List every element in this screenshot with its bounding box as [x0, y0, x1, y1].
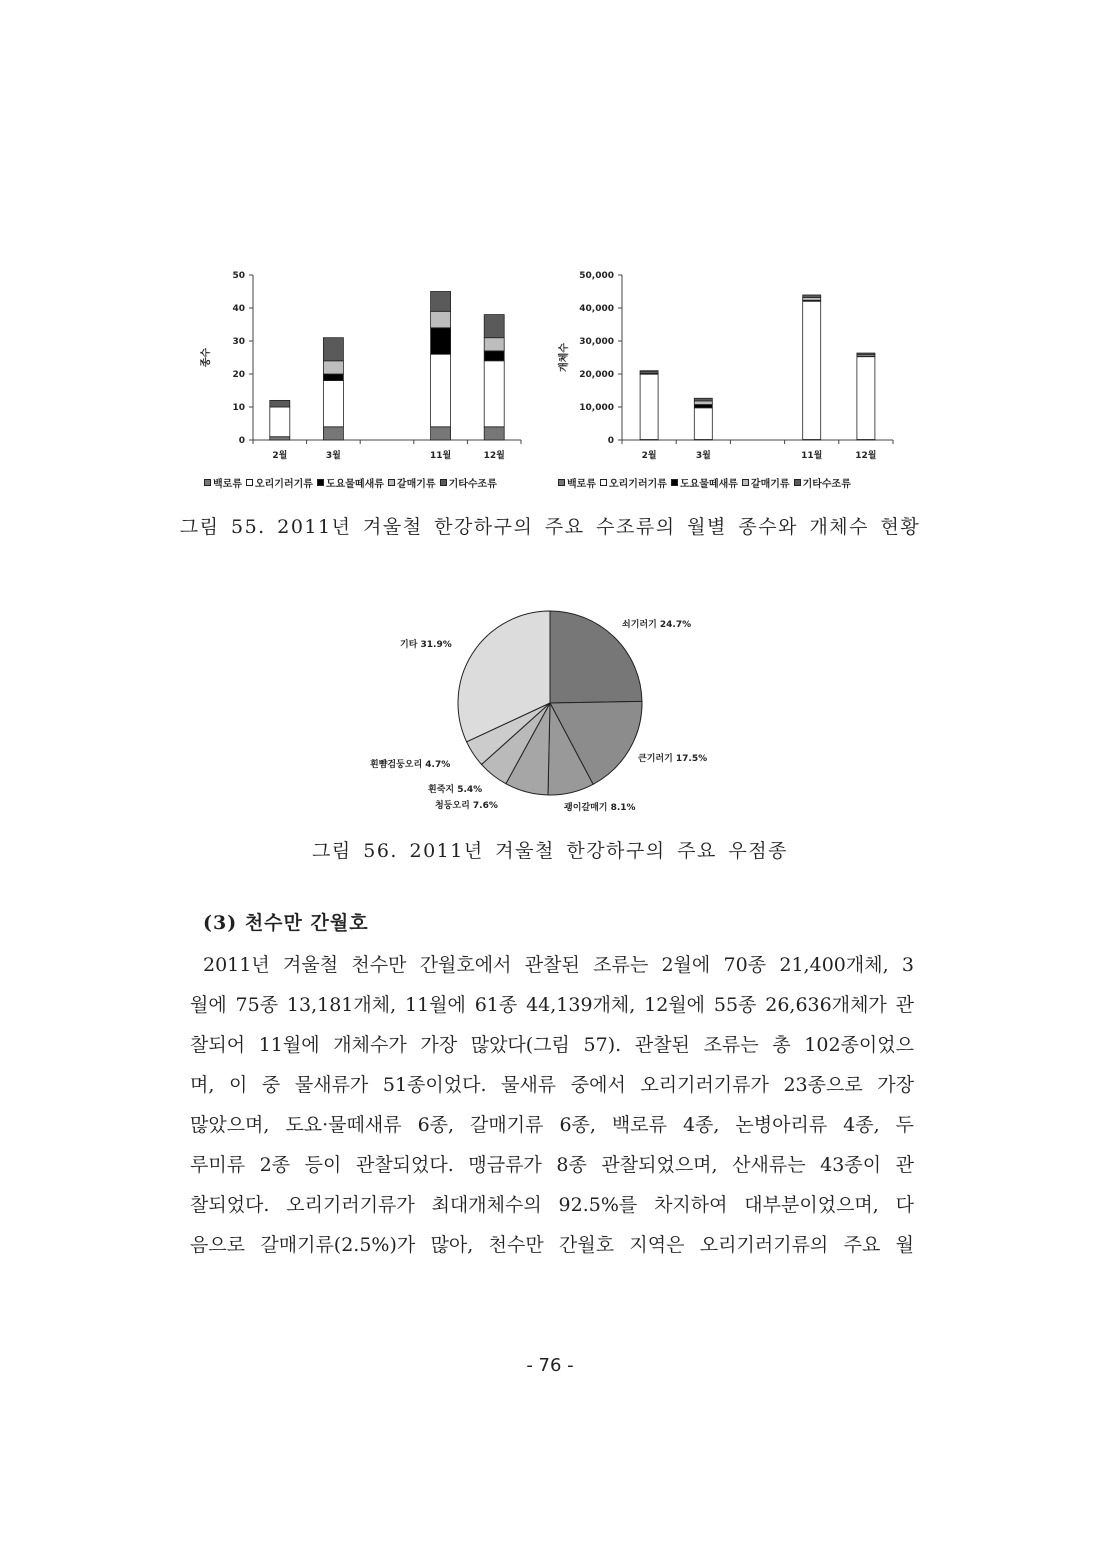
- x-tick-label: 12월: [483, 451, 505, 461]
- bar-segment: [431, 427, 451, 440]
- bar-segment: [431, 328, 451, 354]
- bar-segment: [323, 427, 343, 440]
- bar-segment: [694, 405, 712, 408]
- legend-entry: [671, 475, 738, 490]
- legend-label: 갈매기류: [396, 479, 436, 490]
- y-tick-label: 40,000: [579, 304, 614, 314]
- figure-56-caption: 그림 56. 2011년 겨울철 한강하구의 주요 우점종: [312, 840, 788, 862]
- legend-entry: [204, 475, 242, 490]
- bar-segment: [803, 295, 821, 298]
- x-tick-label: 3월: [695, 451, 711, 461]
- bar-segment: [484, 351, 504, 361]
- legend-label: 오리기러기류: [608, 479, 667, 490]
- y-tick-label: 50: [232, 271, 245, 281]
- bar-segment: [484, 315, 504, 338]
- y-tick-label: 30,000: [579, 337, 614, 347]
- y-tick-label: 40: [232, 304, 245, 314]
- y-tick-label: 30: [232, 337, 245, 347]
- x-tick-label: 3월: [325, 451, 341, 461]
- species-chart-legend: [204, 475, 497, 490]
- body-line: 많았으며, 도요·물떼새류 6종, 갈매기류 6종, 백로류 4종, 논병아리류 4종, 두: [190, 1114, 914, 1136]
- legend-entry: [440, 475, 497, 490]
- pie-slice-label: 흰뺨검둥오리 4.7%: [370, 760, 451, 770]
- legend-label: 도요물떼새류: [325, 479, 384, 490]
- body-line: 월에 75종 13,181개체, 11월에 61종 44,139개체, 12월에 55종 26,636개체가 관: [190, 994, 914, 1016]
- bar-segment: [323, 381, 343, 427]
- legend-swatch: [317, 479, 324, 486]
- bar-segment: [857, 353, 875, 354]
- individual-y-axis-title: 개체수: [559, 343, 570, 372]
- pie-slice-label: 쇠기러기 24.7%: [622, 620, 692, 630]
- x-tick-label: 2월: [272, 451, 288, 461]
- bar-segment: [323, 374, 343, 381]
- bar-segment: [484, 361, 504, 427]
- legend-swatch: [671, 479, 678, 486]
- y-tick-label: 10: [232, 403, 245, 413]
- legend-label: 기타수조류: [802, 479, 851, 490]
- individual-count-chart: [555, 262, 905, 472]
- species-chart-plot: [232, 271, 521, 461]
- individual-chart-plot: [579, 271, 893, 461]
- y-tick-label: 20,000: [579, 370, 614, 380]
- species-count-chart: [195, 262, 525, 472]
- legend-swatch: [794, 479, 801, 486]
- body-line: 음으로 갈매기류(2.5%)가 많아, 천수만 간월호 지역은 오리기러기류의 주요 월: [190, 1234, 914, 1256]
- bar-segment: [640, 374, 658, 439]
- legend-swatch: [440, 479, 447, 486]
- body-line: 2011년 겨울철 천수만 간월호에서 관찰된 조류는 2월에 70종 21,400개체, 3: [203, 954, 914, 976]
- y-tick-label: 0: [238, 436, 245, 446]
- body-line: 찰되어 11월에 개체수가 가장 많았다(그림 57). 관찰된 조류는 총 102종이었으: [190, 1034, 914, 1056]
- legend-entry: [742, 475, 790, 490]
- bar-segment: [640, 371, 658, 372]
- legend-label: 도요물떼새류: [679, 479, 738, 490]
- body-line: 찰되었다. 오리기러기류가 최대개체수의 92.5%를 차지하여 대부분이었으며, 다: [190, 1194, 914, 1216]
- bar-segment: [694, 401, 712, 405]
- pie-slice-label: 청둥오리 7.6%: [435, 801, 498, 811]
- legend-swatch: [558, 479, 565, 486]
- legend-label: 기타수조류: [448, 479, 497, 490]
- x-tick-label: 11월: [429, 451, 452, 461]
- pie-slice-label: 흰죽지 5.4%: [428, 785, 483, 795]
- bar-segment: [484, 338, 504, 351]
- y-tick-label: 0: [607, 436, 614, 446]
- y-tick-label: 50,000: [579, 271, 614, 281]
- legend-entry: [388, 475, 436, 490]
- bar-segment: [323, 338, 343, 361]
- bar-segment: [694, 408, 712, 440]
- bar-segment: [431, 292, 451, 312]
- bar-segment: [484, 427, 504, 440]
- body-line: 루미류 2종 등이 관찰되었다. 맹금류가 8종 관찰되었으며, 산새류는 43종이 관: [190, 1154, 914, 1176]
- dominant-species-pie-chart: [350, 595, 750, 825]
- legend-label: 갈매기류: [750, 479, 790, 490]
- legend-label: 백로류: [213, 479, 242, 490]
- bar-segment: [857, 357, 875, 440]
- legend-entry: [600, 475, 667, 490]
- bar-segment: [270, 407, 290, 437]
- bar-segment: [323, 361, 343, 374]
- y-tick-label: 10,000: [579, 403, 614, 413]
- bar-segment: [803, 301, 821, 439]
- pie-slice-label: 괭이갈매기 8.1%: [564, 803, 636, 813]
- section-body: [190, 945, 914, 1265]
- legend-swatch: [742, 479, 749, 486]
- page-number: - 76 -: [526, 1355, 574, 1376]
- legend-label: 백로류: [567, 479, 596, 490]
- pie-slice-label: 기타 31.9%: [400, 640, 452, 650]
- pie-slices: [458, 611, 642, 795]
- body-line: 며, 이 중 물새류가 51종이었다. 물새류 중에서 오리기러기류가 23종으로 가장: [190, 1074, 914, 1096]
- individual-chart-legend: [558, 475, 851, 490]
- y-tick-label: 20: [232, 370, 245, 380]
- x-tick-label: 12월: [855, 451, 877, 461]
- section-heading: (3) 천수만 간월호: [203, 912, 369, 934]
- legend-entry: [246, 475, 313, 490]
- pie-slice-label: 큰기러기 17.5%: [638, 754, 708, 764]
- legend-swatch: [204, 479, 211, 486]
- figure-55-caption: 그림 55. 2011년 겨울철 한강하구의 주요 수조류의 월별 종수와 개체수 현황: [179, 516, 921, 538]
- x-tick-label: 11월: [801, 451, 823, 461]
- legend-entry: [317, 475, 384, 490]
- bar-segment: [694, 398, 712, 401]
- legend-swatch: [600, 479, 607, 486]
- species-y-axis-title: 종수: [201, 347, 212, 368]
- bar-segment: [270, 400, 290, 407]
- legend-swatch: [388, 479, 395, 486]
- legend-entry: [794, 475, 851, 490]
- bar-segment: [270, 437, 290, 440]
- legend-swatch: [246, 479, 253, 486]
- x-tick-label: 2월: [641, 451, 657, 461]
- bar-segment: [431, 311, 451, 328]
- bar-segment: [431, 354, 451, 427]
- legend-entry: [558, 475, 596, 490]
- legend-label: 오리기러기류: [254, 479, 313, 490]
